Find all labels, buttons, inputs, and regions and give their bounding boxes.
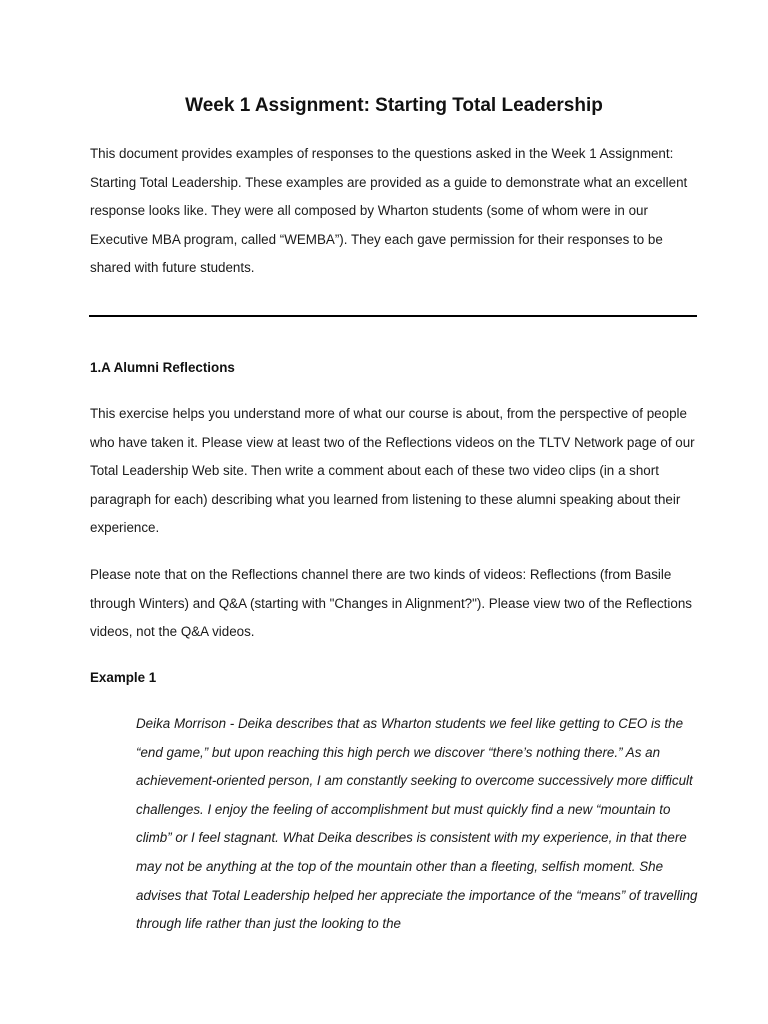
example-text: Deika Morrison - Deika describes that as Wharton students we feel like getting to CEO is the “end game,” but upon reaching this high perch we discover “there’s nothing there.” As an achievement-oriented person, I am constantly seeking to overcome successively more difficult challenges. I enjoy the feeling of accomplishment but must quickly find a new “mountain to climb” or I feel stagnant. What Deika describes is consistent with my experience, in that there may not be anything at the top of the mountain other than a fleeting, selfish moment. She advises that Total Leadership helped her appreciate the importance of the “means” of travelling through life rather than just the looking to the [136, 716, 698, 932]
section-paragraph-1: This exercise helps you understand more of what our course is about, from the perspective of people who have taken it. Please view at least two of the Reflections videos on the TLTV Network page of our Total Leadership Web site. Then write a comment about each of these two video clips (in a short paragraph for each) describing what you learned from listening to these alumni speaking about their experience. [90, 406, 695, 536]
example-heading: Example 1 [90, 670, 157, 685]
section-heading: 1.A Alumni Reflections [90, 360, 235, 375]
document-title: Week 1 Assignment: Starting Total Leadership [185, 95, 603, 116]
intro-paragraph: This document provides examples of responses to the questions asked in the Week 1 Assignment: Starting Total Leadership. These examples are provided as a guide to demonstrate what an excellent response looks like. They were all composed by Wharton students (some of whom were in our Executive MBA program, called “WEMBA”). They each gave permission for their responses to be shared with future students. [90, 146, 688, 276]
section-paragraph-2: Please note that on the Reflections channel there are two kinds of videos: Reflections (from Basile through Winters) and Q&A (starting with "Changes in Alignment?"). Please view two of the Reflections videos, not the Q&A videos. [90, 567, 692, 640]
horizontal-divider [89, 315, 697, 317]
